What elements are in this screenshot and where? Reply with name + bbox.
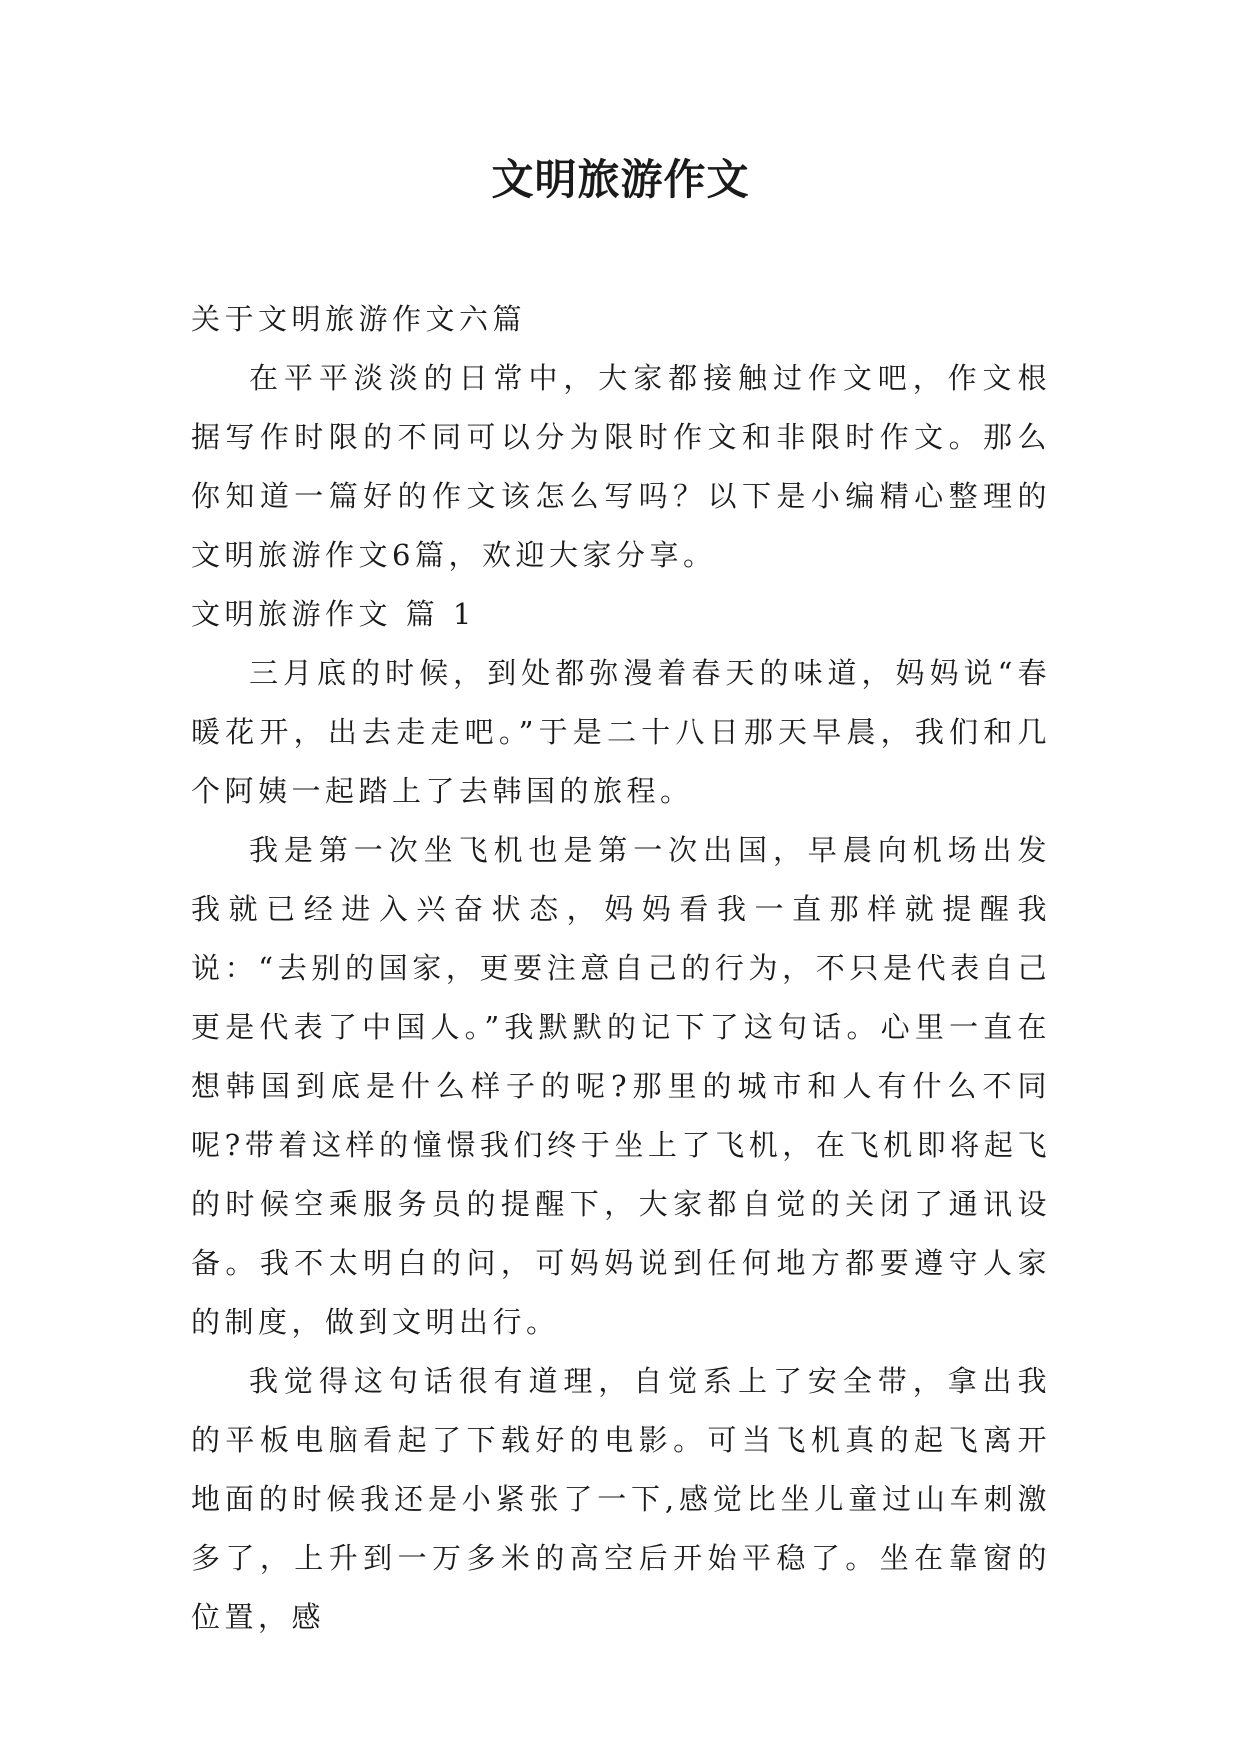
section-heading: 文明旅游作文 篇 1	[191, 597, 476, 631]
body-paragraph: 我是第一次坐飞机也是第一次出国，早晨向机场出发我就已经进入兴奋状态，妈妈看我一直那样就提醒我说：“去别的国家，更要注意自己的行为，不只是代表自己更是代表了中国人。”我默默的记下了这句话。心里一直在想韩国到底是什么样子的呢?那里的城市和人有什么不同呢?带着这样的憧憬我们终于坐上了飞机，在飞机即将起飞的时候空乘服务员的提醒下，大家都自觉的关闭了通讯设备。我不太明白的问，可妈妈说到任何地方都要遵守人家的制度，做到文明出行。	[191, 833, 1051, 1339]
document-body	[191, 290, 1051, 1647]
intro-paragraph: 在平平淡淡的日常中，大家都接触过作文吧，作文根据写作时限的不同可以分为限时作文和非限时作文。那么你知道一篇好的作文该怎么写吗？以下是小编精心整理的文明旅游作文6篇，欢迎大家分享。	[191, 361, 1051, 572]
body-paragraph: 我觉得这句话很有道理，自觉系上了安全带，拿出我的平板电脑看起了下载好的电影。可当飞机真的起飞离开地面的时候我还是小紧张了一下,感觉比坐儿童过山车刺激多了，上升到一万多米的高空后开始平稳了。坐在靠窗的位置，感	[191, 1364, 1051, 1634]
intro-heading: 关于文明旅游作文六篇	[191, 302, 527, 336]
document-title: 文明旅游作文	[491, 155, 750, 204]
body-paragraph: 三月底的时候，到处都弥漫着春天的味道，妈妈说“春暖花开，出去走走吧。”于是二十八日那天早晨，我们和几个阿姨一起踏上了去韩国的旅程。	[191, 656, 1051, 808]
